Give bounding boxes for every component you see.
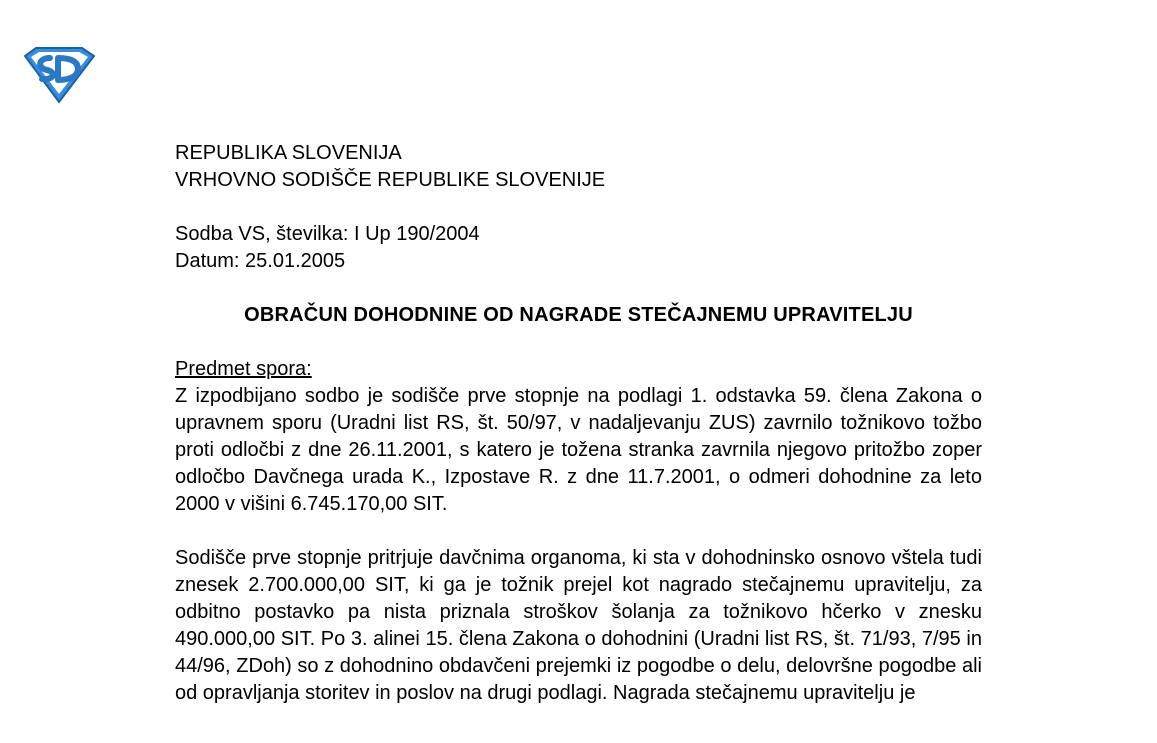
header-line-court: VRHOVNO SODIŠČE REPUBLIKE SLOVENIJE [175,169,606,191]
header-line-republic: REPUBLIKA SLOVENIJA [175,142,402,164]
document-body [175,140,982,707]
case-meta [175,221,982,275]
section-heading: Predmet spora: [175,358,312,380]
document-title: OBRAČUN DOHODNINE OD NAGRADE STEČAJNEMU UPRAVITELJU [244,304,913,326]
paragraph-2: Sodišče prve stopnje pritrjuje davčnima organoma, ki sta v dohodninsko osnovo vštela tudi znesek 2.700.000,00 SIT, ki ga je tožnik prejel kot nagrado stečajnemu upravitelju, za odbitno postavko pa nista priznala stroškov šolanja za tožnikovo hčerko v znesku 490.000,00 SIT. Po 3. alinei 15. člena Zakona o dohodnini (Uradni list RS, št. 71/93, 7/95 in 44/96, ZDoh) so z dohodnino obdavčeni prejemki iz pogodbe o delu, delovršne pogodbe ali od opravljanja storitev in poslov na drugi podlagi. Nagrada stečajnemu upravitelju je [175,547,982,704]
court-logo-icon [22,46,96,104]
paragraph-1: Z izpodbijano sodbo je sodišče prve stopnje na podlagi 1. odstavka 59. člena Zakona o upravnem sporu (Uradni list RS, št. 50/97, v nadaljevanju ZUS) zavrnilo tožnikovo tožbo proti odločbi z dne 26.11.2001, s katero je tožena stranka zavrnila njegovo pritožbo zoper odločbo Davčnega urada K., Izpostave R. z dne 11.7.2001, o odmeri dohodnine za leto 2000 v višini 6.745.170,00 SIT. [175,385,982,515]
case-number: Sodba VS, številka: I Up 190/2004 [175,223,480,245]
case-date: Datum: 25.01.2005 [175,250,346,272]
court-header [175,140,982,194]
